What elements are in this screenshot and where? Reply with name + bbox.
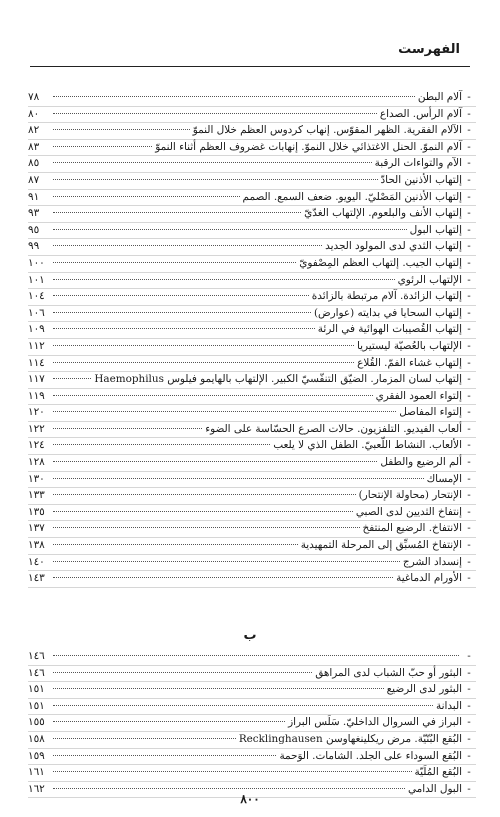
bullet-dash: - [467,406,471,419]
dot-leader [53,527,360,528]
bullet-dash: - [467,323,471,336]
entry-title: إلتواء العمود الفقري [375,389,462,402]
bullet-dash: - [467,505,471,518]
index-entry [28,322,476,339]
entry-page-number: ١٣٠ [28,472,45,485]
bullet-dash: - [467,107,471,120]
entry-page-number: ١٤٣ [28,572,45,585]
bullet-dash: - [467,439,471,452]
entry-page-number: ١١٤ [28,356,45,369]
dot-leader [53,295,309,296]
dot-leader [53,672,312,673]
entry-page-number: ١٠٩ [28,323,45,336]
bullet-dash: - [467,223,471,236]
dot-leader [53,395,373,396]
dot-leader [53,428,202,429]
index-entry [28,156,476,173]
entry-page-number: ١٥١ [28,699,45,712]
entry-page-number: ١٥٥ [28,716,45,729]
index-entry [28,699,476,716]
index-entry [28,239,476,256]
bullet-dash: - [467,306,471,319]
bullet-dash: - [467,273,471,286]
dot-leader [53,511,353,512]
dot-leader [53,345,354,346]
dot-leader [53,378,91,379]
entry-title: البُقع البُنّيّة. مرض ريكلينغهاوسن Recklinghausen [238,732,462,745]
entry-title: آلام النموّ. الحنل الاغتذائي خلال النموّ. إنهابات غضروف العظم أثناء النموّ [155,140,462,153]
index-entry [28,190,476,207]
entry-page-number: ١٢٤ [28,439,45,452]
index-entry [28,666,476,683]
entry-title: ألعاب الفيديو. التلفزيون. حالات الصرع الحسّاسة على الضوء [205,422,462,435]
dot-leader [53,494,356,495]
index-entry [28,256,476,273]
entry-page-number: ١٠٦ [28,306,45,319]
entry-title: إنسداد الشرج [402,555,462,568]
index-section-b [28,649,476,798]
index-entry [28,765,476,782]
entry-page-number: ٨٣ [28,140,40,153]
entry-title: إلتهاب الزائدة. آلام مرتبطة بالزائدة [311,290,462,303]
dot-leader [53,755,276,756]
index-entry [28,107,476,124]
entry-title: إلتهاب غشاء الفمّ. القُلاع [357,356,462,369]
entry-page-number: ٨٢ [28,124,40,137]
entry-page-number: ٨٥ [28,157,40,170]
entry-title: البدانة [436,699,462,712]
bullet-dash: - [467,749,471,762]
entry-title: البراز في السروال الداخليّ. سَلَس البراز [288,716,462,729]
entry-page-number: ١٤٦ [28,650,45,662]
page-number: ٨٠٠ [240,792,260,806]
dot-leader [53,245,322,246]
entry-page-number: ١٣٧ [28,522,45,535]
entry-page-number: ١٢٠ [28,406,45,419]
entry-title: الإنتفاخ المُسبِّق إلى المرحلة التمهيدية [300,539,462,552]
index-entry [28,389,476,406]
entry-page-number: ٩٣ [28,207,40,220]
bullet-dash: - [467,91,471,103]
entry-title: البثور أو حبّ الشباب لدى المراهق [315,666,462,679]
index-entry [28,649,476,666]
index-entry [28,472,476,489]
entry-page-number: ١٠٤ [28,290,45,303]
bullet-dash: - [467,389,471,402]
entry-title: إلتهاب الجيب. إلتهاب العظم المِصْفويّ [299,256,462,269]
entry-title: الأورام الدماغية [396,572,462,585]
entry-page-number: ١١٧ [28,373,45,386]
entry-page-number: ١٢٢ [28,422,45,435]
dot-leader [53,478,424,479]
entry-title: البُقع المُلَيّة [414,766,462,779]
bullet-dash: - [467,650,471,662]
entry-page-number: ١٣٥ [28,505,45,518]
index-entry [28,555,476,572]
dot-leader [53,544,298,545]
bullet-dash: - [467,666,471,679]
bullet-dash: - [467,173,471,186]
dot-leader [53,113,377,114]
index-entry [28,306,476,323]
index-entry [28,90,476,107]
dot-leader [53,771,412,772]
dot-leader [53,411,396,412]
dot-leader [53,146,152,147]
entry-title: إلتواء المفاصل [399,406,462,419]
header-divider [30,66,470,67]
entry-title: آلام الرأس. الصداع [379,107,462,120]
entry-page-number: ٩٩ [28,240,40,253]
bullet-dash: - [467,190,471,203]
index-entry [28,571,476,588]
bullet-dash: - [467,140,471,153]
index-entry [28,749,476,766]
dot-leader [53,461,377,462]
bullet-dash: - [467,472,471,485]
entry-title: الإلتهاب الرئوي [397,273,462,286]
entry-page-number: ١٠٠ [28,256,45,269]
bullet-dash: - [467,522,471,535]
index-entry [28,206,476,223]
index-entry [28,273,476,290]
bullet-dash: - [467,732,471,745]
entry-title: الآلام الفقرية. الظهر المقوّس. إنهاب كردوس العظم خلال النموّ [192,124,462,137]
bullet-dash: - [467,539,471,552]
entry-title: إلتهاب الأذنين الحادّ [380,173,462,186]
entry-page-number: ١٦٢ [28,782,45,795]
entry-title: الآم والتواءات الرقبة [374,157,462,170]
bullet-dash: - [467,572,471,585]
dot-leader [53,577,393,578]
index-entry [28,422,476,439]
index-entry [28,173,476,190]
index-entry [28,223,476,240]
entry-title: إلتهاب البول [409,223,462,236]
entry-title: الإنتحار (محاولة الإنتحار) [358,489,462,502]
dot-leader [53,721,285,722]
entry-page-number: ١٣٣ [28,489,45,502]
dot-leader [53,705,433,706]
entry-title: ألم الرضيع والطفل [380,456,462,469]
index-entry [28,123,476,140]
index-entry [28,488,476,505]
entry-page-number: ١٠١ [28,273,45,286]
entry-page-number: ١٣٨ [28,539,45,552]
dot-leader [53,212,301,213]
entry-title: الإلتهاب بالعُصيّة ليستيريا [356,339,462,352]
bullet-dash: - [467,356,471,369]
bullet-dash: - [467,766,471,779]
index-entry [28,538,476,555]
bullet-dash: - [467,699,471,712]
entry-page-number: ٨٧ [28,173,40,186]
dot-leader [53,362,354,363]
dot-leader [53,328,315,329]
bullet-dash: - [467,489,471,502]
bullet-dash: - [467,339,471,352]
entry-title: آلام البطن [417,91,462,103]
entry-title: إنتفاخ الثديين لدى الصبي [355,505,462,518]
page-title: الفهرست [398,42,460,57]
index-entry [28,356,476,373]
bullet-dash: - [467,124,471,137]
bullet-dash: - [467,256,471,269]
index-entry [28,140,476,157]
entry-title: البثور لدى الرضيع [386,683,462,696]
index-entry [28,438,476,455]
dot-leader [53,196,240,197]
bullet-dash: - [467,456,471,469]
entry-page-number: ٩٥ [28,223,40,236]
index-entry [28,372,476,389]
entry-page-number: ١٥٩ [28,749,45,762]
dot-leader [53,129,190,130]
entry-title: البول الدامي [407,782,462,795]
bullet-dash: - [467,782,471,795]
entry-title: الانتفاخ. الرضيع المنتفخ [362,522,462,535]
dot-leader [53,688,384,689]
entry-title: الإمساك [426,472,462,485]
entry-page-number: ١٦١ [28,766,45,779]
bullet-dash: - [467,157,471,170]
bullet-dash: - [467,373,471,386]
dot-leader [53,279,395,280]
entry-page-number: ١٤٦ [28,666,45,679]
index-entry [28,405,476,422]
section-letter: ب [243,628,257,643]
dot-leader [53,655,459,656]
dot-leader [53,179,378,180]
entry-page-number: ١١٩ [28,389,45,402]
bullet-dash: - [467,422,471,435]
dot-leader [53,312,311,313]
entry-page-number: ٨٠ [28,107,40,120]
entry-title: البُقع السوداء على الجلد. الشامات. الوَحمة [279,749,462,762]
entry-title: إلتهاب القُصيبات الهوائية في الرئة [317,323,462,336]
entry-page-number: ١٤٠ [28,555,45,568]
dot-leader [53,229,407,230]
entry-page-number: ١١٢ [28,339,45,352]
bullet-dash: - [467,207,471,220]
index-entry [28,521,476,538]
dot-leader [53,162,372,163]
entry-title: إلتهاب الأنف والبلعوم. الإلتهاب الغدّيّ [304,207,462,220]
dot-leader [53,738,236,739]
entry-page-number: ٩١ [28,190,40,203]
index-entry [28,682,476,699]
bullet-dash: - [467,683,471,696]
entry-page-number: ١٥١ [28,683,45,696]
index-entry [28,715,476,732]
dot-leader [53,96,415,97]
index-entry [28,732,476,749]
index-entry [28,289,476,306]
entry-title: إلتهاب الثدي لدى المولود الجديد [325,240,462,253]
bullet-dash: - [467,240,471,253]
dot-leader [53,561,400,562]
entry-page-number: ٧٨ [28,91,40,103]
index-entry [28,505,476,522]
bullet-dash: - [467,555,471,568]
index-entry [28,339,476,356]
entry-title: إلتهاب السحايا في بدايته (عوارض) [314,306,462,319]
index-entry [28,455,476,472]
bullet-dash: - [467,716,471,729]
dot-leader [53,444,270,445]
entry-title: إلتهاب لسان المزمار. الضيّق التنفّسيّ الكبير. الإلتهاب بالهايمو فيلوس Haemophilus [94,373,462,386]
dot-leader [53,788,405,789]
entry-page-number: ١٥٨ [28,732,45,745]
bullet-dash: - [467,290,471,303]
entry-title: الألعاب. النشاط اللّعبيّ. الطفل الذي لا يلعب [273,439,462,452]
index-section-a [28,90,476,588]
entry-title: إلتهاب الأذنين المَصْليّ. اليويو. ضعف السمع. الصمم [242,190,462,203]
dot-leader [53,262,296,263]
entry-page-number: ١٢٨ [28,456,45,469]
